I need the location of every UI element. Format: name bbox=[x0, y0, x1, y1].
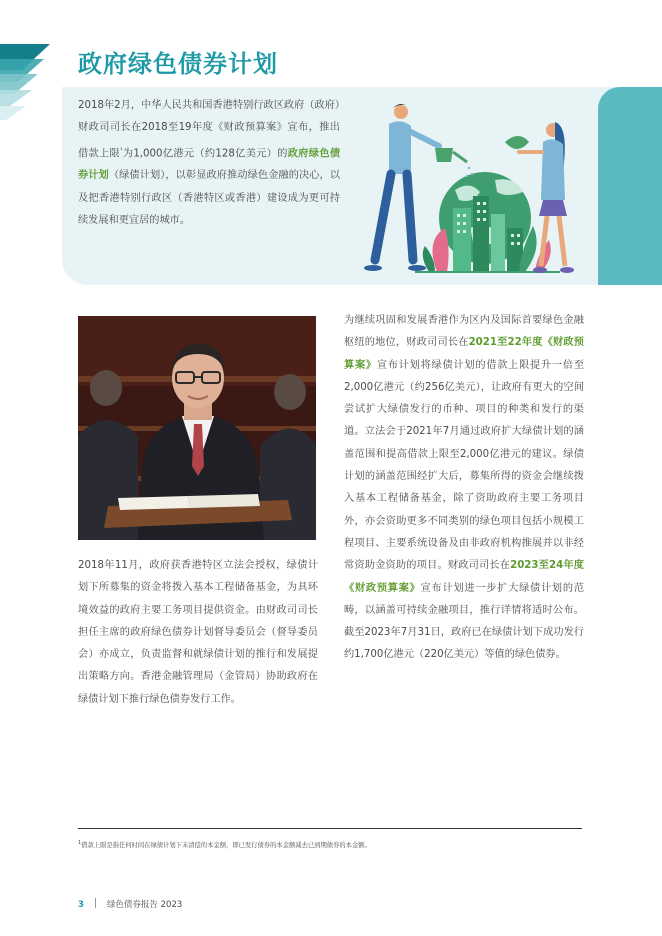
footnote-divider bbox=[78, 828, 582, 829]
left-column-text: 2018年11月，政府获香港特区立法会授权，绿债计划下所募集的资金将拨入基本工程储备基金，为具环境效益的政府主要工务项目提供资金。由财政司司长担任主席的政府绿色债券计划督导委员会（督导委员会）亦成立，负责监督和就绿债计划的推行和发展提出策略方向。香港金融管理局（金管局）协助政府在绿债计划下推行绿色债券发行工作。 bbox=[78, 560, 318, 705]
page-title: 政府绿色债券计划 bbox=[78, 50, 278, 78]
side-tab-decoration bbox=[598, 87, 662, 285]
decorative-stripes-graphic bbox=[0, 44, 50, 134]
footnote-mark: 1 bbox=[78, 840, 82, 846]
budget-2023-24-highlight: 2023至24年度《财政预算案》 bbox=[344, 560, 584, 594]
page-footer bbox=[78, 898, 182, 910]
footer-separator bbox=[95, 898, 96, 908]
speaker-photo bbox=[78, 316, 316, 540]
intro-paragraph: 2018年2月，中华人民共和国香港特别行政区政府（政府）财政司司长在2018至19年度《财政预算案》宣布，推出借款上限$^{^1}$为1,000亿港元（约128亿美元）的政府绿色债券计划（绿债计划），以彰显政府推动绿色金融的决心，以及把香港特别行政区（香港特区或香港）建设成为更可持续发展和更宜居的城市。 bbox=[78, 100, 341, 226]
budget-2021-22-highlight: 2021至22年度《财政预算案》 bbox=[344, 337, 584, 371]
report-title: 绿色债券报告 2023 bbox=[106, 900, 183, 910]
right-column-text: 为继续巩固和发展香港作为区内及国际首要绿色金融枢纽的地位，财政司司长在2021至22年度《财政预算案》宣布计划将绿债计划的借款上限提升一倍至2,000亿港元（约256亿美元），让政府有更大的空间尝试扩大绿债发行的币种、项目的种类和发行的渠道。立法会于2021年7月通过政府扩大绿债计划的涵盖范围和提高借款上限至2,000亿港元的建议。绿债计划的涵盖范围经扩大后，募集所得的资金会继续拨入基本工程储备基金，除了资助政府主要工务项目外，亦会资助更多不同类别的绿色项目包括小规模工程项目、主要系统设备及由非政府机构推展并以非经常资助金资助的项目。财政司司长在2023至24年度《财政预算案》宣布计划进一步扩大绿债计划的范畴，以涵盖可持续金融项目，推行详情将适时公布。截至2023年7月31日，政府已在绿债计划下成功发行约1,700亿港元（220亿美元）等值的绿色债券。 bbox=[344, 315, 585, 661]
footnote-reference: ¹ bbox=[120, 146, 123, 154]
footnote-text: 借款上限是指任何时间在绿债计划下未清偿的本金额，即已发行债券的本金额减去已到期债券的本金额。 bbox=[81, 842, 371, 850]
page-number: 3 bbox=[78, 900, 84, 910]
green-bond-programme-highlight: 政府绿色债券计划 bbox=[78, 147, 341, 182]
green-city-illustration bbox=[355, 100, 585, 280]
footnote bbox=[78, 838, 582, 851]
